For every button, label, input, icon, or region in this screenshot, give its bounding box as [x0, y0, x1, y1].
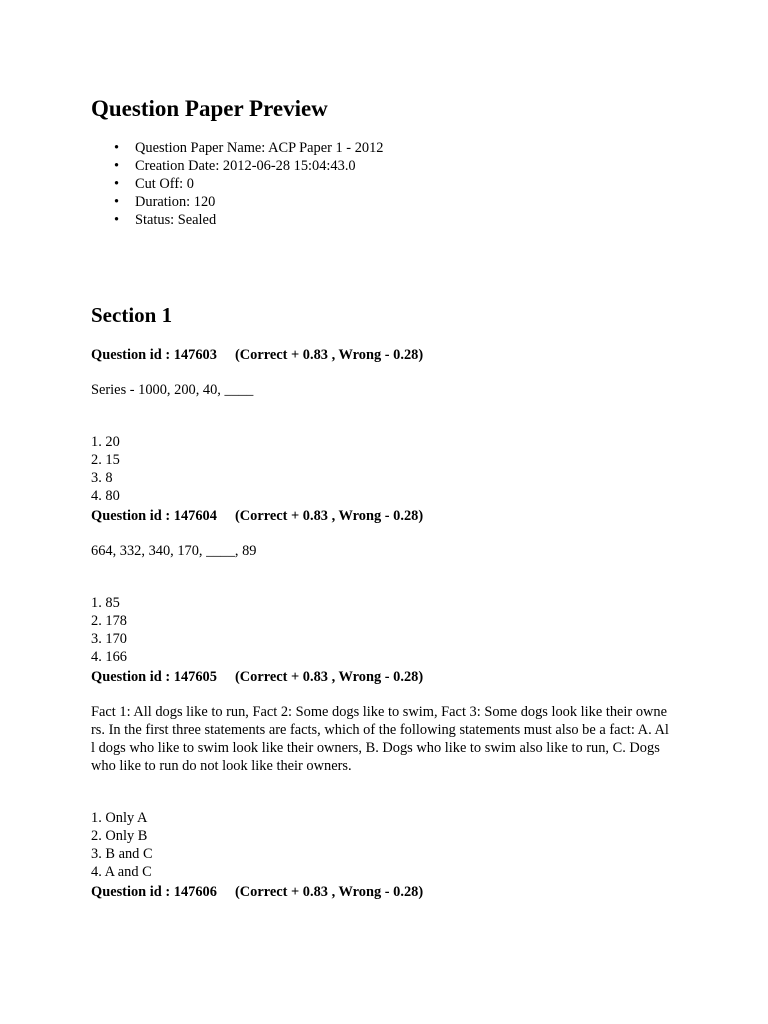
question-marks: (Correct + 0.83 , Wrong - 0.28): [234, 347, 424, 363]
creation-date-item: [91, 158, 383, 176]
status: Status: Sealed: [135, 211, 217, 228]
question-block: [91, 507, 681, 667]
bullet-icon: •: [114, 211, 120, 228]
question-text: 664, 332, 340, 170, ____, 89: [91, 543, 257, 559]
question-block: [91, 883, 681, 901]
question-marks: (Correct + 0.83 , Wrong - 0.28): [234, 508, 424, 524]
bullet-icon: •: [114, 157, 120, 174]
option-item: 1. 20: [91, 434, 120, 450]
option-item: 1. 85: [91, 595, 120, 611]
option-item: 2. 15: [91, 451, 120, 468]
question-id: Question id : 147603: [91, 347, 217, 363]
question-header: [91, 507, 681, 525]
option-item: 2. Only B: [91, 827, 148, 844]
question-header: [91, 668, 681, 686]
status-item: [91, 212, 383, 230]
options-list: [91, 434, 681, 506]
duration-item: [91, 194, 383, 212]
bullet-icon: •: [114, 140, 120, 156]
question-header: [91, 346, 681, 364]
option-item: 3. 8: [91, 469, 113, 486]
option-item: 3. B and C: [91, 845, 153, 862]
option-item: 1. Only A: [91, 810, 148, 826]
option-item: 4. 166: [91, 648, 127, 665]
options-list: [91, 810, 681, 882]
question-header: [91, 883, 681, 901]
option-item: 4. 80: [91, 487, 120, 504]
bullet-icon: •: [114, 193, 120, 210]
cut-off-item: [91, 176, 383, 194]
question-id: Question id : 147605: [91, 669, 217, 685]
option-item: 4. A and C: [91, 863, 152, 880]
bullet-icon: •: [114, 175, 120, 192]
question-id: Question id : 147604: [91, 508, 217, 524]
question-id: Question id : 147606: [91, 884, 217, 900]
paper-name-item: [91, 140, 383, 158]
paper-name: Question Paper Name: ACP Paper 1 - 2012: [135, 140, 384, 156]
option-item: 3. 170: [91, 630, 127, 647]
question-marks: (Correct + 0.83 , Wrong - 0.28): [234, 884, 424, 900]
paper-details-list: [91, 140, 383, 230]
creation-date: Creation Date: 2012-06-28 15:04:43.0: [135, 157, 356, 174]
question-marks: (Correct + 0.83 , Wrong - 0.28): [234, 669, 424, 685]
duration: Duration: 120: [135, 193, 216, 210]
section-title: Section 1: [91, 303, 173, 327]
options-list: [91, 595, 681, 667]
question-text: Fact 1: All dogs like to run, Fact 2: Some dogs like to swim, Fact 3: Some dogs look like their owners. In the first three statements are facts, which of the following statements must also be a fact: A. All dogs who like to swim look like their owners, B. Dogs who like to swim also like to run, C. Dogs who like to run do not look like their owners.: [91, 704, 669, 774]
question-block: [91, 346, 681, 506]
question-text: Series - 1000, 200, 40, ____: [91, 382, 254, 398]
page-title: Question Paper Preview: [91, 96, 328, 121]
option-item: 2. 178: [91, 612, 127, 629]
cut-off: Cut Off: 0: [135, 175, 194, 192]
question-block: [91, 668, 681, 882]
